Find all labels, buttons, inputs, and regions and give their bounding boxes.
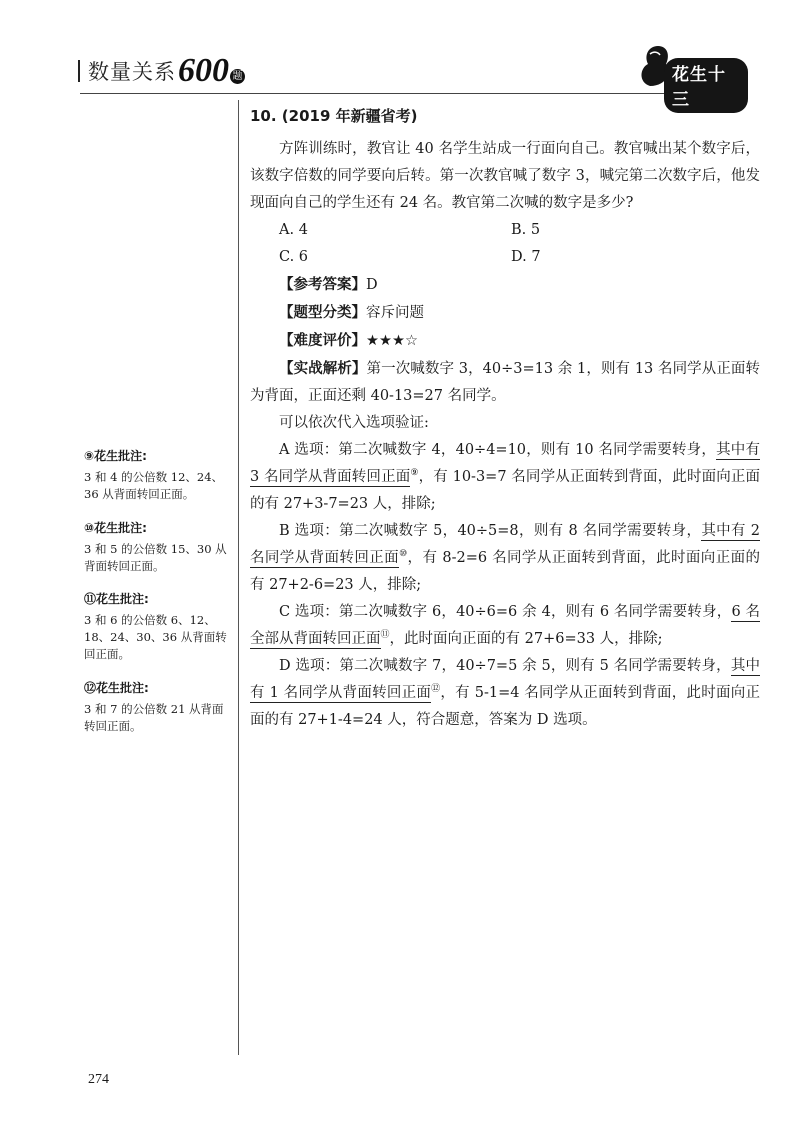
note-ref-11: ⑪ <box>380 630 390 641</box>
analysis-paragraph <box>250 355 760 410</box>
answer-label: 【参考答案】 <box>279 276 366 293</box>
side-note-heading: ⑪花生批注: <box>84 592 149 606</box>
difficulty-row <box>279 327 760 355</box>
type-value: 容斥问题 <box>366 305 424 321</box>
option-d-analysis-pre: D 选项：第二次喊数字 7，40÷7=5 余 5，则有 5 名同学需要转身， <box>279 658 731 674</box>
side-note-9 <box>84 448 232 503</box>
answer-value: D <box>366 277 378 293</box>
side-note-heading: ⑨花生批注: <box>84 449 147 463</box>
question-stem: 方阵训练时，教官让 40 名学生站成一行面向自己。教官喊出某个数字后，该数字倍数的同学要向后转。第一次教官喊了数字 3，喊完第二次数字后，他发现面向自己的学生还有 24 名。教官第二次喊的数字是多少? <box>250 141 760 211</box>
option-d-underline: 其中有 1 名同学从背面转回正面 <box>250 658 760 701</box>
side-note-text: 3 和 6 的公倍数 6、12、18、24、30、36 从背面转回正面。 <box>84 613 227 661</box>
answer-row <box>279 271 760 299</box>
question-block <box>250 103 760 734</box>
header-rule <box>80 93 742 94</box>
option-d-analysis-post: ，有 5-1=4 名同学从正面转到背面，此时面向正面的有 27+1-4=24 人，符合题意，答案为 D 选项。 <box>250 685 760 728</box>
option-d-analysis <box>250 653 760 734</box>
analysis-text: 第一次喊数字 3，40÷3=13 余 1，则有 13 名同学从正面转为背面，正面还剩 40-13=27 名同学。 <box>250 361 761 404</box>
book-title-text: 数量关系 <box>88 60 176 84</box>
book-title <box>78 52 245 89</box>
side-note-heading: ⑩花生批注: <box>84 521 147 535</box>
brand-logo <box>636 42 748 110</box>
page-number: 274 <box>88 1072 109 1087</box>
option-b-analysis-post: ，有 8-2=6 名同学从正面转到背面，此时面向正面的有 27+2-6=23 人，排除; <box>250 550 760 593</box>
side-note-11 <box>84 591 232 663</box>
note-ref-12: ⑫ <box>431 684 441 695</box>
side-note-text: 3 和 4 的公倍数 12、24、36 从背面转回正面。 <box>84 470 224 501</box>
option-a-analysis-post: ，有 10-3=7 名同学从正面转到背面，此时面向正面的有 27+3-7=23 人，排除; <box>250 469 760 512</box>
side-note-text: 3 和 5 的公倍数 15、30 从背面转回正面。 <box>84 542 227 573</box>
question-title: 10. (2019 年新疆省考) <box>250 107 418 125</box>
option-a-underline: 其中有 3 名同学从背面转回正面 <box>250 442 761 485</box>
options <box>279 217 760 271</box>
option-b-analysis <box>250 518 760 599</box>
option-b-underline: 其中有 2 名同学从背面转回正面 <box>250 523 760 566</box>
brand-logo-text: 花生十三 <box>664 58 748 113</box>
option-d: D. 7 <box>511 249 541 265</box>
option-a: A. 4 <box>279 222 308 238</box>
type-label: 【题型分类】 <box>279 304 366 321</box>
verify-intro: 可以依次代入选项验证: <box>279 415 429 431</box>
option-a-analysis <box>250 437 760 518</box>
option-b: B. 5 <box>511 222 541 238</box>
difficulty-stars: ★★★☆ <box>366 333 418 349</box>
side-note-text: 3 和 7 的公倍数 21 从背面转回正面。 <box>84 702 224 733</box>
type-row <box>279 299 760 327</box>
difficulty-label: 【难度评价】 <box>279 332 366 349</box>
column-divider <box>238 100 239 1055</box>
note-ref-9: ⑨ <box>410 468 419 479</box>
option-c-analysis <box>250 599 760 653</box>
option-c-analysis-post: ，此时面向正面的有 27+6=33 人，排除; <box>389 631 663 647</box>
analysis-label: 【实战解析】 <box>279 360 367 377</box>
book-title-badge: 题 <box>230 69 245 84</box>
side-note-heading: ⑫花生批注: <box>84 681 149 695</box>
side-note-12 <box>84 680 232 735</box>
title-bar-decoration <box>78 60 80 82</box>
note-ref-10: ⑩ <box>399 549 408 560</box>
option-c: C. 6 <box>279 249 309 265</box>
option-a-analysis-pre: A 选项：第二次喊数字 4，40÷4=10，则有 10 名同学需要转身， <box>279 442 717 458</box>
option-c-underline: 6 名全部从背面转回正面 <box>250 604 760 647</box>
side-note-10 <box>84 520 232 575</box>
book-title-number: 600 <box>178 52 229 89</box>
option-c-analysis-pre: C 选项：第二次喊数字 6，40÷6=6 余 4，则有 6 名同学需要转身， <box>279 604 732 620</box>
option-b-analysis-pre: B 选项：第二次喊数字 5，40÷5=8，则有 8 名同学需要转身， <box>279 523 702 539</box>
